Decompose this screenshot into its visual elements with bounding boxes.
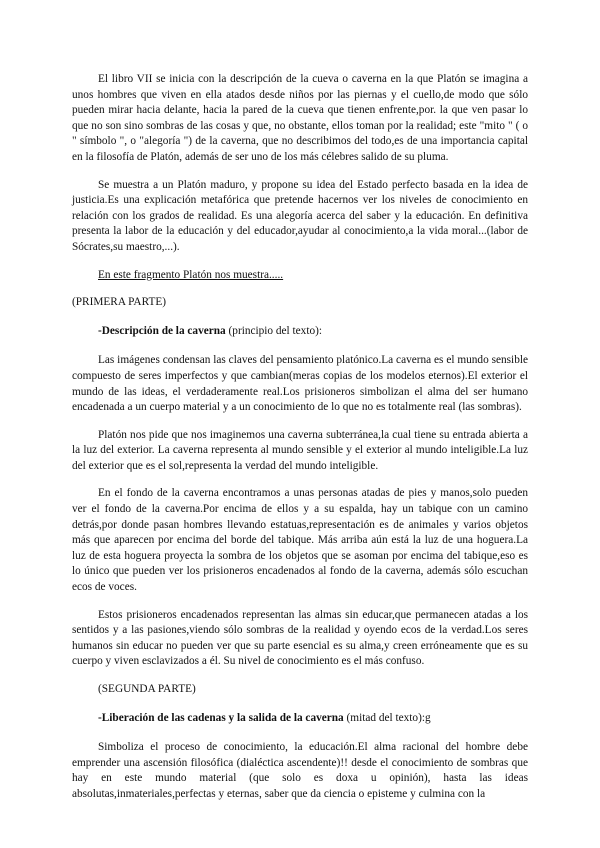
fragment-intro-text: En este fragmento Platón nos muestra.....: [98, 268, 284, 281]
section-two-heading: [72, 711, 528, 727]
section-two-mark: g: [424, 711, 431, 724]
paragraph-intro: El libro VII se inicia con la descripción de la cueva o caverna en la que Platón se imagina a unos hombres que viven en ella atados desde niños por las piernas y el cuello,de modo que sólo pueden mirar hacia delante, hacia la pared de la cueva que tienen enfrente,por. la que ven pasar lo que no son sino sombras de las cosas y que, no obstante, ellos toman por la realidad; este "mito " ( o " símbolo ", o "alegoría ") de la caverna, que no describimos del todo,es de una importancia capital en la filosofía de Platón, además de ser uno de los más célebres salido de su pluma.: [72, 73, 528, 163]
part-two-label: (SEGUNDA PARTE): [98, 683, 196, 695]
paragraph-images: Las imágenes condensan las claves del pensamiento platónico.La caverna es el mundo sensible compuesto de seres imperfectos y que cambian(meras copias de los modelos eternos).El exterior el mundo de las ideas, el verdaderamente real.Los prisioneros simbolizan el alma del ser humano encadenada a un cuerpo material y a un conocimiento de lo que no es totalmente real (las sombras).: [72, 354, 528, 414]
fragment-intro-line: [72, 268, 528, 284]
paragraph-prisoners: Estos prisioneros encadenados representan las almas sin educar,que permanecen atadas a los sentidos y a las pasiones,viendo sólo sombras de la realidad y oyendo ecos de la verdad.Los seres humanos sin educar no pueden ver que su parte esencial es su alma,y creen erróneamente que es su cuerpo y viven esclavizados a él. Su nivel de conocimiento es el más confuso.: [72, 608, 528, 668]
section-one-title: -Descripción de la caverna: [98, 324, 226, 337]
section-one-note: (principio del texto):: [225, 324, 323, 337]
paragraph-plato-mature: Se muestra a un Platón maduro, y propone su idea del Estado perfecto basada en la idea de justicia.Es una explicación metafórica que pretende hacernos ver los niveles de conocimiento en relación con los grados de realidad. Es una alegoría acerca del saber y la educación. En definitiva presenta la labor de la educación y del educador,ayudar al conocimiento,a la vida moral...(labor de Sócrates,su maestro,...).: [72, 178, 528, 253]
section-one-heading: [72, 324, 528, 340]
section-two-title: -Liberación de las cadenas y la salida de la caverna: [98, 711, 344, 724]
paragraph-cave-bottom: En el fondo de la caverna encontramos a unas personas atadas de pies y manos,solo pueden ver el fondo de la caverna.Por encima de ellos y a su espalda, hay un tabique con un camino detrás,por donde pasan hombres llevando estatuas,representación es de animales y varios objetos más que aparecen por encima del borde del tabique. Más arriba aún está la luz de una hoguera.La luz de esta hoguera proyecta la sombra de los objetos que se asoman por encima del tabique,eso es lo único que pueden ver los prisioneros encadenados al fondo de la caverna, además sólo escuchan ecos de voces.: [72, 487, 528, 594]
part-one-label: (PRIMERA PARTE): [72, 296, 167, 309]
section-two-note: (mitad del texto):: [343, 711, 425, 724]
paragraph-knowledge-process: Simboliza el proceso de conocimiento, la educación.El alma racional del hombre debe emprender una ascensión filosófica (dialéctica ascendente)!! desde el conocimiento de sombras que hay en este mundo material (que solo es doxa u opinión), hasta las ideas absolutas,inmateriales,perfectas y eternas, saber que da ciencia o episteme y culmina con la: [72, 741, 528, 800]
paragraph-underground-cave: Platón nos pide que nos imaginemos una caverna subterránea,la cual tiene su entrada abierta a la luz del exterior. La caverna representa al mundo sensible y el exterior al mundo inteligible.La luz del exterior que es el sol,representa la verdad del mundo inteligible.: [72, 428, 528, 472]
